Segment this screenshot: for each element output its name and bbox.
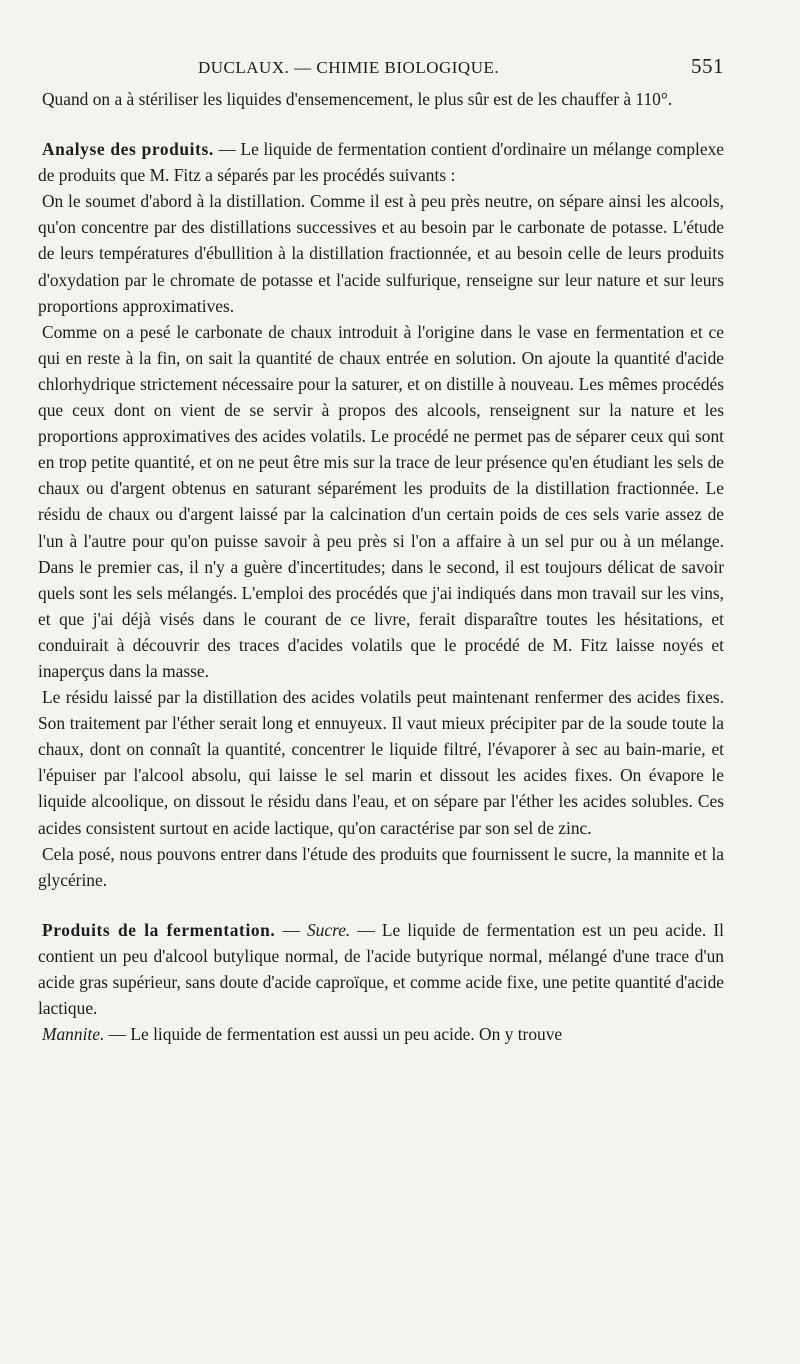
paragraph-carbonate: Comme on a pesé le carbonate de chaux introduit à l'origine dans le vase en fermentation et ce qui en reste à la fin, on sait la quantité de chaux entrée en solution. On ajoute la quantité d'acide chlorhydrique strictement nécessaire pour la saturer, et on distille à nouveau. Les mêmes procédés que ceux dont on vient de se servir à propos des alcools, renseignent sur la nature et les proportions approximatives des acides volatils. Le procédé ne permet pas de séparer ceux qui sont en trop petite quantité, et on ne peut être mis sur la trace de leur présence qu'en étudiant les sels de chaux ou d'argent obtenus en saturant séparément les produits de la distillation fractionnée. Le résidu de chaux ou d'argent laissé par la calcination d'un certain poids de ces sels varie assez de l'un à l'autre pour qu'on puisse savoir à peu près si l'on a affaire à un sel pur ou à un mélange. Dans le premier cas, il n'y a guère d'incertitudes; dans le second, il est toujours délicat de savoir quels sont les sels mélangés. L'emploi des procédés que j'ai indiqués dans mon travail sur les vins, et que j'ai déjà visés dans le courant de ce livre, ferait disparaître toutes les hésitations, et conduirait à découvrir des traces d'acides volatils que le procédé de M. Fitz laisse noyés et inaperçus dans la masse. [38,321,724,681]
section-heading-produits: Produits de la fermentation. [42,919,276,940]
paragraph-sterilization: Quand on a à stériliser les liquides d'ensemencement, le plus sûr est de les chauffer à 110°. [42,89,673,109]
paragraph-cela-pose: Cela posé, nous pouvons entrer dans l'étude des produits que fournissent le sucre, la mannite et la glycérine. [38,843,724,890]
subheading-mannite: Mannite. [42,1024,105,1045]
dash: — [275,919,307,940]
paragraph-residu: Le résidu laissé par la distillation des acides volatils peut maintenant renfermer des acides fixes. Son traitement par l'éther serait long et ennuyeux. Il vaut mieux précipiter par de la soude toute la chaux, dont on connaît la quantité, concentrer le liquide filtré, l'évaporer à sec au bain-marie, et l'épuiser par l'alcool absolu, qui laisse le sel marin et dissout les acides fixes. On évapore le liquide alcoolique, on dissout le résidu dans l'eau, et on sépare par l'éther les acides solubles. Ces acides consistent surtout en acide lactique, qu'on caractérise par son sel de zinc. [38,687,724,838]
section-heading-analyse: Analyse des produits. [42,139,214,160]
paragraph-mannite-text: — Le liquide de fermentation est aussi un peu acide. On y trouve [104,1024,563,1045]
paragraph-distillation: On le soumet d'abord à la distillation. Comme il est à peu près neutre, on sépare ainsi les alcools, qu'on concentre par des distillations successives et au besoin par le carbonate de potasse. L'étude de leurs températures d'ébullition à la distillation fractionnée, et au besoin celle de leurs produits d'oxydation par le chromate de potasse et l'acide sulfurique, renseigne sur leur nature et sur leurs proportions approximatives. [38,191,724,316]
page-number: 551 [691,54,724,78]
document-page [38,56,724,1047]
paragraph-mannite [38,1021,724,1047]
paragraph-analyse [38,136,724,188]
paragraph-produits [38,917,724,1021]
page-header [38,56,724,86]
running-title: DUCLAUX. — CHIMIE BIOLOGIQUE. [198,58,500,77]
paragraph-analyse-text: — Le liquide de fermentation contient d'ordinaire un mélange complexe de produits que M. Fitz a séparés par les procédés suivants : [38,139,724,186]
subheading-sucre: Sucre. [306,919,351,940]
paragraph-sucre-text: — Le liquide de fermentation est un peu acide. Il contient un peu d'alcool butylique normal, de l'acide butyrique normal, mélangé d'une trace d'un acide gras supérieur, sans doute d'acide caproïque, et comme acide fixe, une petite quantité d'acide lactique. [38,919,724,1019]
